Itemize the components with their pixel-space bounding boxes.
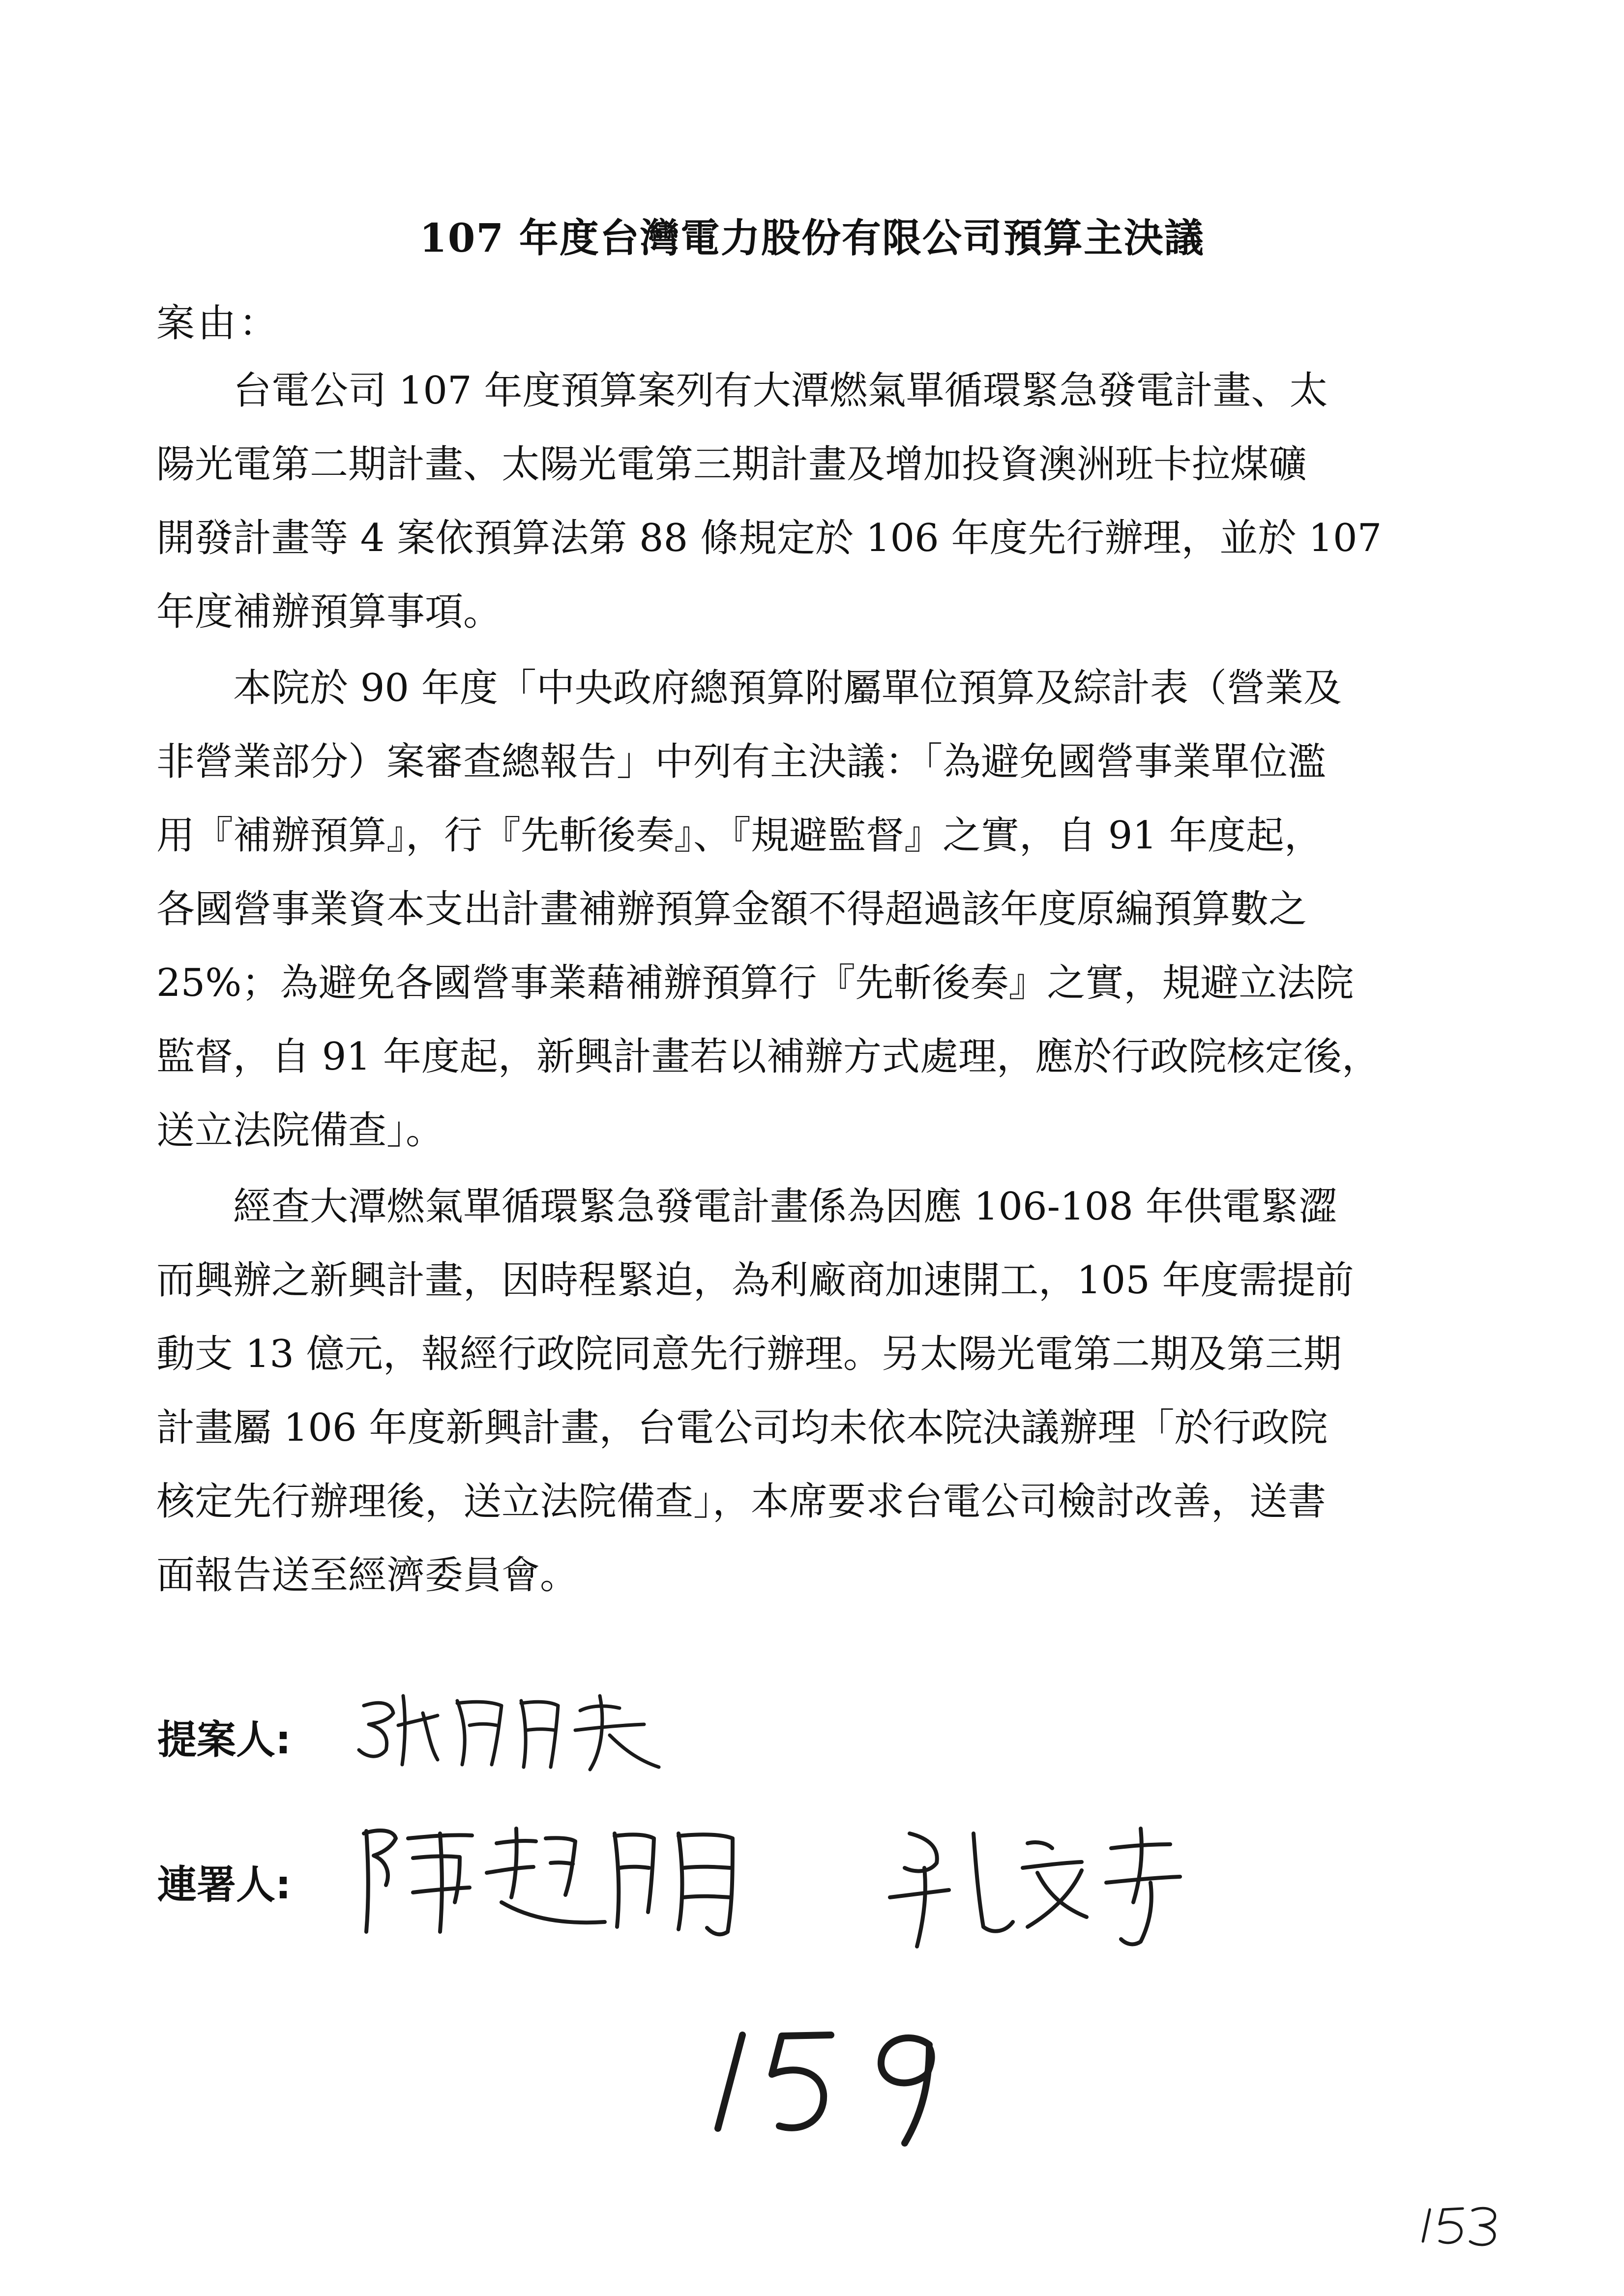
paragraph-line: 監督，自 91 年度起，新興計畫若以補辦方式處理，應於行政院核定後， — [156, 1035, 1380, 1079]
paragraph-line: 面報告送至經濟委員會。 — [156, 1553, 579, 1598]
proposer-label: 提案人: — [157, 1717, 291, 1763]
paragraph-line: 而興辦之新興計畫，因時程緊迫，為利廠商加速開工，105 年度需提前 — [156, 1258, 1354, 1303]
paragraph-line: 非營業部分）案審查總報告」中列有主決議：「為避免國營事業單位濫 — [156, 740, 1327, 784]
paragraph-line: 各國營事業資本支出計畫補辦預算金額不得超過該年度原編預算數之 — [156, 887, 1307, 931]
paragraph-line: 送立法院備查」。 — [156, 1108, 444, 1153]
handwritten-number — [698, 2005, 983, 2153]
proposer-signature — [344, 1666, 688, 1784]
paragraph-line: 用『補辦預算』，行『先斬後奏』、『規避監督』之實，自 91 年度起， — [156, 814, 1323, 858]
paragraph-line: 動支 13 億元，報經行政院同意先行辦理。另太陽光電第二期及第三期 — [156, 1332, 1342, 1376]
paragraph-line: 核定先行辦理後，送立法院備查」，本席要求台電公司檢討改善，送書 — [156, 1480, 1327, 1524]
paragraph-line: 開發計畫等 4 案依預算法第 88 條規定於 106 年度先行辦理，並於 107 — [156, 516, 1382, 560]
paragraph-line: 陽光電第二期計畫、太陽光電第三期計畫及增加投資澳洲班卡拉煤礦 — [156, 442, 1307, 487]
paragraph-line: 台電公司 107 年度預算案列有大潭燃氣單循環緊急發電計畫、太 — [233, 369, 1328, 413]
paragraph-line: 本院於 90 年度「中央政府總預算附屬單位預算及綜計表（營業及 — [233, 666, 1342, 710]
paragraph-line: 25%；為避免各國營事業藉補辦預算行『先斬後奏』之實，規避立法院 — [156, 961, 1354, 1005]
cosigner-signature-2 — [875, 1799, 1219, 1956]
section-heading: 案由： — [156, 301, 281, 346]
paragraph-line: 年度補辦預算事項。 — [156, 590, 502, 634]
cosigner-label: 連署人: — [157, 1862, 291, 1908]
paragraph-line: 計畫屬 106 年度新興計畫，台電公司均未依本院決議辦理「於行政院 — [156, 1406, 1328, 1450]
paragraph-line: 經查大潭燃氣單循環緊急發電計畫係為因應 106-108 年供電緊澀 — [233, 1185, 1337, 1229]
cosigner-signature-1 — [339, 1799, 782, 1947]
document-title: 107 年度台灣電力股份有限公司預算主決議 — [419, 215, 1205, 261]
page-number — [1416, 2200, 1505, 2249]
